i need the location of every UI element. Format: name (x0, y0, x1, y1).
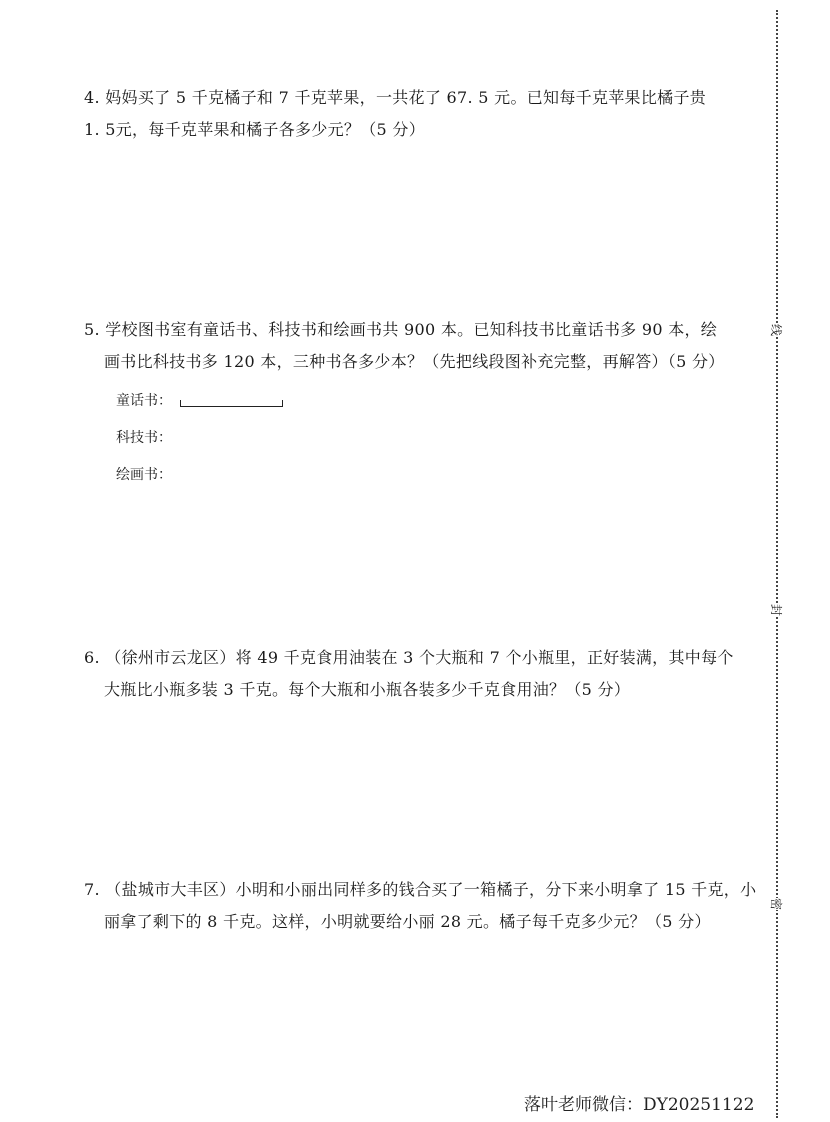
problem-5-line-2: 画书比科技书多 120 本，三种书各多少本？（先把线段图补充完整，再解答）（5 分） (104, 352, 725, 371)
problem-4-line-2: 1. 5元，每千克苹果和橘子各多少元？（5 分） (84, 120, 425, 139)
binding-char-line: 线 (769, 323, 784, 337)
problem-6-line-2: 大瓶比小瓶多装 3 千克。每个大瓶和小瓶各装多少千克食用油？（5 分） (104, 680, 631, 699)
binding-dotted-line (776, 10, 778, 1118)
segment-label-fairy-tale: 童话书： (116, 393, 172, 409)
problem-5-line-1: 5. 学校图书室有童话书、科技书和绘画书共 900 本。已知科技书比童话书多 90 本，绘 (84, 320, 718, 339)
segment-label-drawing: 绘画书： (116, 467, 172, 483)
fairy-tale-segment-line (180, 400, 283, 407)
problem-4-line-1: 4. 妈妈买了 5 千克橘子和 7 千克苹果，一共花了 67. 5 元。已知每千克苹果比橘子贵 (84, 88, 707, 107)
problem-7-line-1: 7. （盐城市大丰区）小明和小丽出同样多的钱合买了一箱橘子，分下来小明拿了 15 千克，小 (84, 880, 757, 899)
binding-char-seal: 封 (769, 603, 784, 617)
footer-contact: 落叶老师微信：DY20251122 (524, 1095, 755, 1115)
problem-7 (84, 874, 774, 938)
problem-5 (84, 314, 774, 378)
problem-7-line-2: 丽拿了剩下的 8 千克。这样，小明就要给小丽 28 元。橘子每千克多少元？（5 分） (104, 912, 711, 931)
segment-label-science: 科技书： (116, 430, 172, 446)
problem-4 (84, 82, 774, 146)
problem-6-line-1: 6. （徐州市云龙区）将 49 千克食用油装在 3 个大瓶和 7 个小瓶里，正好装满，其中每个 (84, 648, 734, 667)
binding-char-secret: 密 (769, 897, 784, 911)
problem-6 (84, 642, 774, 706)
